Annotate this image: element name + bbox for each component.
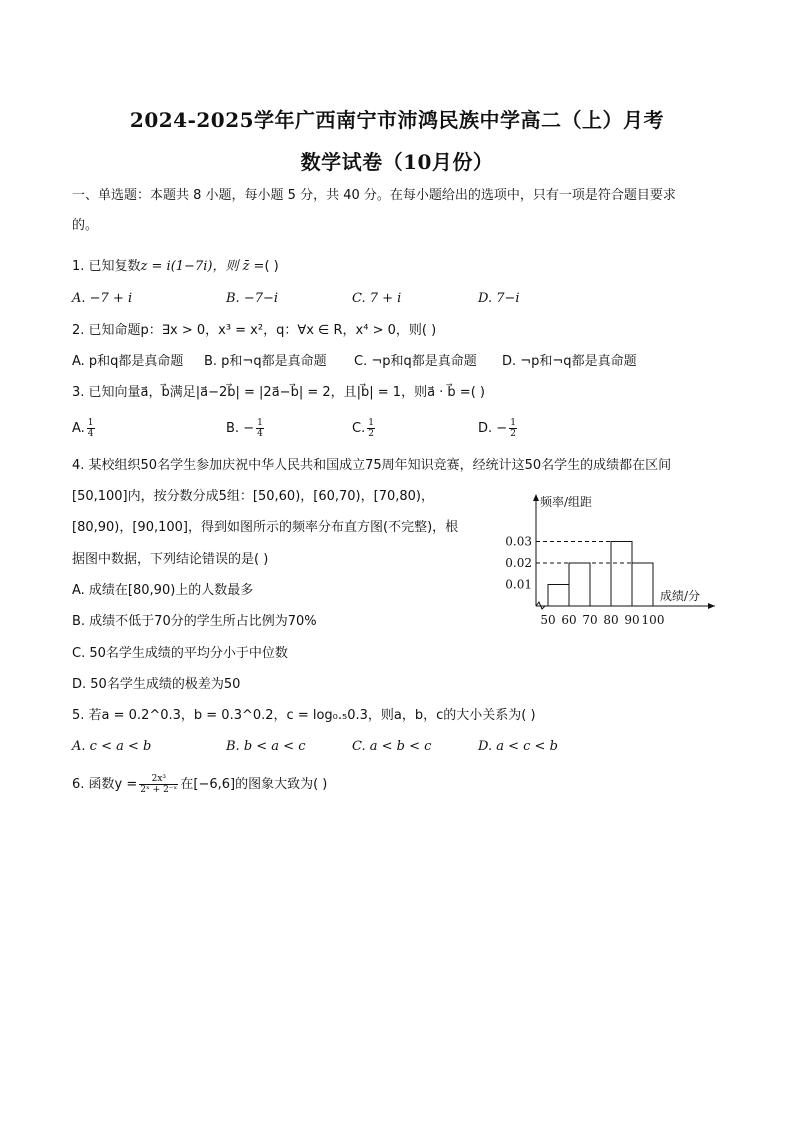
histogram-bar <box>632 563 653 606</box>
y-axis-arrow <box>533 494 539 501</box>
x-axis-label: 成绩/分 <box>660 589 701 603</box>
q4-option-b: B. 成绩不低于70分的学生所占比例为70% <box>72 614 317 629</box>
q3-option-d-fraction <box>509 418 517 439</box>
x-tick-label: 90 <box>624 613 640 627</box>
q3-option-b-letter: B. <box>226 421 240 436</box>
section-heading-cont: 的。 <box>72 218 99 233</box>
q2-option-c: C. ¬p和q都是真命题 <box>354 354 477 369</box>
q1-option-b: B. −7−i <box>226 291 279 306</box>
fraction-denominator: 2 <box>510 429 516 439</box>
q3-option-d <box>478 418 519 439</box>
histogram-bar <box>569 563 590 606</box>
q3-option-a-fraction <box>87 418 95 439</box>
y-tick-label: 0.01 <box>505 577 532 592</box>
question-6 <box>72 774 327 795</box>
q6-fraction-numerator: 2x³ <box>139 774 178 785</box>
x-tick-label: 50 <box>540 613 556 627</box>
question-4-line2: [50,100]内，按分数分成5组：[50,60)，[60,70)，[70,80)， <box>72 489 434 504</box>
q4-option-a: A. 成绩在[80,90)上的人数最多 <box>72 583 254 598</box>
q3-option-c-fraction <box>367 418 375 439</box>
fraction-denominator: 4 <box>87 429 94 439</box>
x-tick-label: 100 <box>641 613 665 627</box>
q6-fraction <box>139 774 178 795</box>
section-heading: 一、单选题：本题共 8 小题，每小题 5 分，共 40 分。在每小题给出的选项中，只有一项是符合题目要求 <box>72 188 676 203</box>
q3-option-d-sign: − <box>496 421 508 436</box>
question-2: 2. 已知命题p：∃x > 0，x³ = x²，q：∀x ∈ R，x⁴ > 0，则( ) <box>72 323 437 338</box>
question-5: 5. 若a = 0.2^0.3，b = 0.3^0.2，c = log₀.₅0.3，则a，b，c的大小关系为( ) <box>72 708 536 723</box>
x-tick-label: 60 <box>561 613 577 627</box>
question-1 <box>72 259 279 275</box>
q1-prefix: 1. 已知复数 <box>72 259 141 274</box>
q1-suffix: ( ) <box>264 259 279 274</box>
fraction-numerator: 1 <box>510 418 516 428</box>
q3-option-a <box>72 418 97 439</box>
q5-option-b: B. b < a < c <box>226 739 306 754</box>
q3-option-b-sign: − <box>243 421 255 436</box>
q3-option-c <box>352 418 377 439</box>
q3-option-c-letter: C. <box>352 421 366 436</box>
fraction-numerator: 1 <box>368 418 374 428</box>
fraction-numerator: 1 <box>257 418 263 428</box>
q2-option-a: A. p和q都是真命题 <box>72 354 184 369</box>
q4-option-d: D. 50名学生成绩的极差为50 <box>72 677 241 692</box>
q1-option-a: A. −7 + i <box>72 291 133 306</box>
question-4-line3: [80,90)，[90,100]，得到如图所示的频率分布直方图(不完整)，根 <box>72 520 459 535</box>
y-axis-label: 频率/组距 <box>540 495 593 509</box>
q1-option-d: D. 7−i <box>478 291 520 306</box>
fraction-denominator: 4 <box>257 429 263 439</box>
frequency-histogram <box>500 488 720 632</box>
y-tick-label: 0.03 <box>505 534 532 549</box>
q2-option-b: B. p和¬q都是真命题 <box>204 354 327 369</box>
question-3: 3. 已知向量a⃗，b⃗满足|a⃗−2b⃗| = |2a⃗−b⃗| = 2，且|b⃗| = 1，则a⃗ · b⃗ =( ) <box>72 385 485 400</box>
question-4-line4: 据图中数据，下列结论错误的是( ) <box>72 552 269 567</box>
exam-subtitle: 数学试卷（10月份） <box>300 150 494 174</box>
q3-option-d-letter: D. <box>478 421 493 436</box>
q5-option-c: C. a < b < c <box>352 739 432 754</box>
q5-option-d: D. a < c < b <box>478 739 558 754</box>
fraction-denominator: 2 <box>368 429 374 439</box>
q6-prefix: 6. 函数y = <box>72 777 138 792</box>
exam-title: 2024-2025学年广西南宁市沛鸿民族中学高二（上）月考 <box>129 108 665 132</box>
x-axis-arrow <box>708 603 715 609</box>
q2-option-d: D. ¬p和¬q都是真命题 <box>502 354 637 369</box>
q3-option-b <box>226 418 266 439</box>
q3-option-b-fraction <box>256 418 264 439</box>
y-tick-label: 0.02 <box>505 556 532 570</box>
x-tick-label: 80 <box>603 613 619 627</box>
q6-suffix: 在[−6,6]的图象大致为( ) <box>180 777 328 792</box>
q5-option-a: A. c < a < b <box>72 739 152 754</box>
q1-formula: z = i(1−7i)，则 z̄ = <box>140 259 265 274</box>
histogram-bar <box>548 585 569 607</box>
q4-option-c: C. 50名学生成绩的平均分小于中位数 <box>72 646 288 661</box>
q6-fraction-denominator: 2ˣ + 2⁻ˣ <box>140 785 178 795</box>
q1-option-c: C. 7 + i <box>352 291 402 306</box>
fraction-numerator: 1 <box>87 418 94 428</box>
q3-option-a-letter: A. <box>72 421 85 436</box>
histogram-bar <box>611 542 632 607</box>
question-4: 4. 某校组织50名学生参加庆祝中华人民共和国成立75周年知识竞赛，经统计这50名学生的成绩都在区间 <box>72 458 672 473</box>
x-tick-label: 70 <box>582 613 598 627</box>
